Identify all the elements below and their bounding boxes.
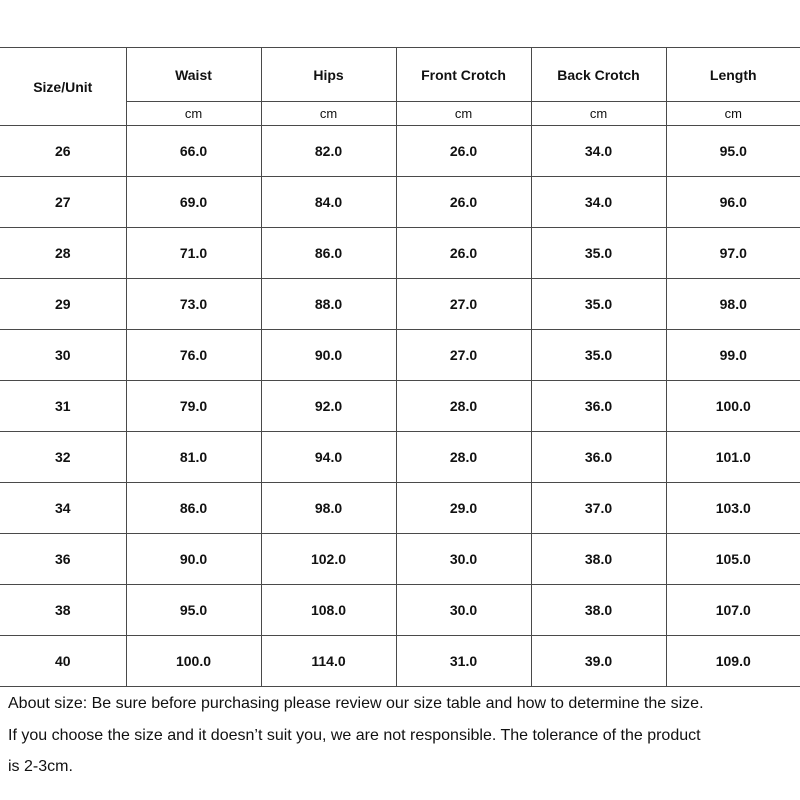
front-crotch-cell: 27.0 xyxy=(396,279,531,330)
back-crotch-cell: 38.0 xyxy=(531,585,666,636)
hips-cell: 102.0 xyxy=(261,534,396,585)
front-crotch-cell: 30.0 xyxy=(396,585,531,636)
size-cell: 28 xyxy=(0,228,126,279)
size-unit-header: Size/Unit xyxy=(0,48,126,126)
front-crotch-cell: 26.0 xyxy=(396,228,531,279)
length-cell: 109.0 xyxy=(666,636,800,687)
front-crotch-cell: 27.0 xyxy=(396,330,531,381)
notes-line: If you choose the size and it doesn’t suit you, we are not responsible. The tolerance of the product xyxy=(8,726,701,744)
hips-cell: 92.0 xyxy=(261,381,396,432)
front-crotch-cell: 28.0 xyxy=(396,432,531,483)
back-crotch-cell: 34.0 xyxy=(531,126,666,177)
length-cell: 100.0 xyxy=(666,381,800,432)
front-crotch-cell: 30.0 xyxy=(396,534,531,585)
length-cell: 101.0 xyxy=(666,432,800,483)
front-crotch-cell: 28.0 xyxy=(396,381,531,432)
unit-label: cm xyxy=(126,102,261,126)
size-cell: 31 xyxy=(0,381,126,432)
length-cell: 95.0 xyxy=(666,126,800,177)
table-row xyxy=(0,534,800,585)
size-chart-table xyxy=(0,47,800,687)
size-cell: 30 xyxy=(0,330,126,381)
size-cell: 32 xyxy=(0,432,126,483)
table-row xyxy=(0,126,800,177)
front-crotch-cell: 26.0 xyxy=(396,126,531,177)
column-header-hips: Hips xyxy=(261,48,396,102)
back-crotch-cell: 39.0 xyxy=(531,636,666,687)
unit-label: cm xyxy=(531,102,666,126)
waist-cell: 71.0 xyxy=(126,228,261,279)
length-cell: 107.0 xyxy=(666,585,800,636)
back-crotch-cell: 37.0 xyxy=(531,483,666,534)
notes-line: About size: Be sure before purchasing please review our size table and how to determine the size. xyxy=(8,695,704,712)
hips-cell: 82.0 xyxy=(261,126,396,177)
size-cell: 36 xyxy=(0,534,126,585)
length-cell: 98.0 xyxy=(666,279,800,330)
table-row xyxy=(0,432,800,483)
hips-cell: 114.0 xyxy=(261,636,396,687)
length-cell: 96.0 xyxy=(666,177,800,228)
hips-cell: 90.0 xyxy=(261,330,396,381)
back-crotch-cell: 34.0 xyxy=(531,177,666,228)
size-cell: 29 xyxy=(0,279,126,330)
unit-label: cm xyxy=(396,102,531,126)
unit-label: cm xyxy=(666,102,800,126)
waist-cell: 69.0 xyxy=(126,177,261,228)
size-cell: 26 xyxy=(0,126,126,177)
table-header-row xyxy=(0,48,800,102)
column-header-waist: Waist xyxy=(126,48,261,102)
hips-cell: 84.0 xyxy=(261,177,396,228)
table-row xyxy=(0,279,800,330)
length-cell: 103.0 xyxy=(666,483,800,534)
column-header-length: Length xyxy=(666,48,800,102)
length-cell: 97.0 xyxy=(666,228,800,279)
waist-cell: 86.0 xyxy=(126,483,261,534)
hips-cell: 108.0 xyxy=(261,585,396,636)
table-row xyxy=(0,381,800,432)
front-crotch-cell: 31.0 xyxy=(396,636,531,687)
waist-cell: 90.0 xyxy=(126,534,261,585)
size-cell: 40 xyxy=(0,636,126,687)
waist-cell: 73.0 xyxy=(126,279,261,330)
size-notes xyxy=(8,688,796,783)
length-cell: 105.0 xyxy=(666,534,800,585)
table-row xyxy=(0,177,800,228)
table-row xyxy=(0,330,800,381)
size-cell: 38 xyxy=(0,585,126,636)
waist-cell: 79.0 xyxy=(126,381,261,432)
size-cell: 27 xyxy=(0,177,126,228)
waist-cell: 100.0 xyxy=(126,636,261,687)
back-crotch-cell: 35.0 xyxy=(531,228,666,279)
back-crotch-cell: 38.0 xyxy=(531,534,666,585)
back-crotch-cell: 36.0 xyxy=(531,381,666,432)
waist-cell: 76.0 xyxy=(126,330,261,381)
table-row xyxy=(0,636,800,687)
length-cell: 99.0 xyxy=(666,330,800,381)
hips-cell: 98.0 xyxy=(261,483,396,534)
hips-cell: 88.0 xyxy=(261,279,396,330)
table-row xyxy=(0,585,800,636)
column-header-front-crotch: Front Crotch xyxy=(396,48,531,102)
size-cell: 34 xyxy=(0,483,126,534)
hips-cell: 94.0 xyxy=(261,432,396,483)
back-crotch-cell: 35.0 xyxy=(531,330,666,381)
waist-cell: 81.0 xyxy=(126,432,261,483)
notes-line: is 2-3cm. xyxy=(8,758,73,775)
back-crotch-cell: 35.0 xyxy=(531,279,666,330)
waist-cell: 66.0 xyxy=(126,126,261,177)
waist-cell: 95.0 xyxy=(126,585,261,636)
table-row xyxy=(0,228,800,279)
back-crotch-cell: 36.0 xyxy=(531,432,666,483)
hips-cell: 86.0 xyxy=(261,228,396,279)
table-row xyxy=(0,483,800,534)
front-crotch-cell: 26.0 xyxy=(396,177,531,228)
front-crotch-cell: 29.0 xyxy=(396,483,531,534)
column-header-back-crotch: Back Crotch xyxy=(531,48,666,102)
unit-label: cm xyxy=(261,102,396,126)
